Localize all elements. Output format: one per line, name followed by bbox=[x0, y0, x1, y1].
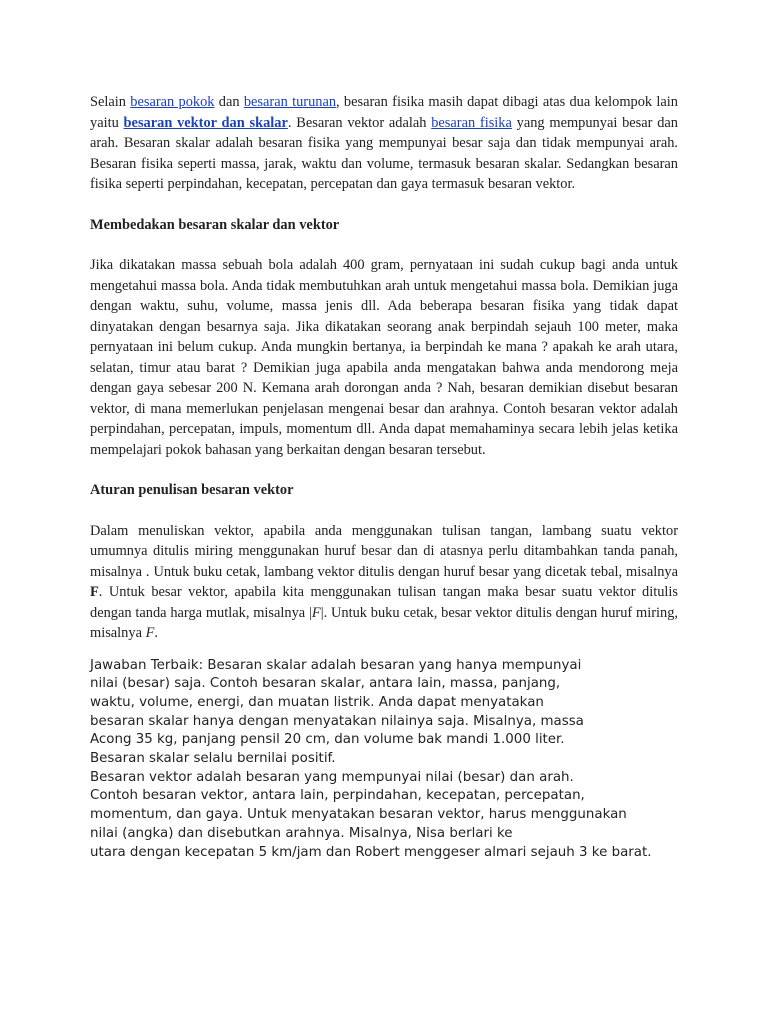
best-answer-block bbox=[90, 657, 678, 863]
answer-line: Besaran skalar selalu bernilai positif. bbox=[90, 751, 336, 767]
notation-paragraph bbox=[90, 521, 678, 644]
italic-vector-symbol: F bbox=[145, 625, 155, 641]
answer-line: momentum, dan gaya. Untuk menyatakan besaran vektor, harus menggunakan bbox=[90, 807, 627, 823]
text-segment: |. Untuk buku cetak, besar vektor ditulis dengan huruf miring, misalnya bbox=[90, 604, 679, 641]
answer-line: Contoh besaran vektor, antara lain, perpindahan, kecepatan, percepatan, bbox=[90, 788, 585, 804]
text-segment: yang mempunyai besar dan arah. Besaran skalar adalah besaran fisika yang mempunyai besar saja dan tidak mempunyai arah. Besaran fisika seperti massa, jarak, waktu dan volume, termasuk besaran skalar. Sedangkan besaran fisika seperti perpindahan, kecepatan, percepatan dan gaya termasuk besaran vektor. bbox=[90, 114, 678, 192]
section-heading-membedakan: Membedakan besaran skalar dan vektor bbox=[90, 216, 340, 233]
answer-line: Acong 35 kg, panjang pensil 20 cm, dan volume bak mandi 1.000 liter. bbox=[90, 732, 565, 748]
link-besaran-fisika[interactable]: besaran fisika bbox=[431, 114, 512, 131]
text-segment: Selain bbox=[90, 94, 131, 110]
scalar-vector-paragraph: Jika dikatakan massa sebuah bola adalah 400 gram, pernyataan ini sudah cukup bagi anda untuk mengetahui massa bola. Anda tidak membutuhkan arah untuk mengetahui massa bola. Demikian juga dengan waktu, suhu, volume, massa jenis dll. Ada beberapa besaran fisika yang tidak dapat dinyatakan dengan besarnya saja. Jika dikatakan seorang anak berpindah sejauh 100 meter, maka pernyataan ini belum cukup. Anda mungkin bertanya, ia berpindah ke mana ? apakah ke arah utara, selatan, timur atau barat ? Demikian juga apabila anda mengatakan bahwa anda mendorong meja dengan gaya sebesar 200 N. Kemana arah dorongan anda ? Nah, besaran demikian disebut besaran vektor, di mana memerlukan penjelasan mengenai besar dan arahnya. Contoh besaran vektor adalah perpindahan, percepatan, impuls, momentum dll. Anda dapat memahaminya secara lebih jelas ketika mempelajari pokok bahasan yang berkaitan dengan besaran tersebut. bbox=[90, 257, 678, 458]
text-segment: dan bbox=[214, 94, 244, 110]
answer-line: Jawaban Terbaik: Besaran skalar adalah besaran yang hanya mempunyai bbox=[90, 657, 582, 673]
answer-line: besaran skalar hanya dengan menyatakan nilainya saja. Misalnya, massa bbox=[90, 713, 584, 729]
bold-vector-symbol: F bbox=[90, 584, 99, 600]
text-segment: Dalam menuliskan vektor, apabila anda menggunakan tulisan tangan, lambang suatu vektor umumnya ditulis miring menggunakan huruf besar dan di atasnya perlu ditambahkan tanda panah, misalnya . Untuk buku cetak, lambang vektor ditulis dengan huruf besar yang dicetak tebal, misalnya bbox=[90, 522, 678, 580]
text-segment: . Untuk besar vektor, apabila kita menggunakan tulisan tangan maka besar suatu vektor ditulis dengan tanda harga mutlak, misalnya | bbox=[90, 584, 678, 621]
answer-line: nilai (angka) dan disebutkan arahnya. Misalnya, Nisa berlari ke bbox=[90, 825, 513, 841]
answer-line: Besaran vektor adalah besaran yang mempunyai nilai (besar) dan arah. bbox=[90, 769, 574, 785]
answer-line: waktu, volume, energi, dan muatan listrik. Anda dapat menyatakan bbox=[90, 694, 544, 710]
text-segment: . Besaran vektor adalah bbox=[287, 114, 432, 131]
text-segment: , besaran fisika masih dapat dibagi atas dua kelompok lain yaitu bbox=[90, 94, 678, 131]
answer-line: nilai (besar) saja. Contoh besaran skalar, antara lain, massa, panjang, bbox=[90, 676, 561, 692]
text-segment: . bbox=[154, 625, 158, 641]
link-besaran-vektor-dan-skalar[interactable]: besaran vektor dan skalar bbox=[123, 114, 288, 131]
section-heading-aturan: Aturan penulisan besaran vektor bbox=[90, 482, 294, 498]
link-besaran-turunan[interactable]: besaran turunan bbox=[243, 94, 337, 110]
document-page bbox=[90, 92, 678, 862]
intro-paragraph bbox=[90, 92, 678, 195]
answer-line: utara dengan kecepatan 5 km/jam dan Robert menggeser almari sejauh 3 ke barat. bbox=[90, 844, 652, 860]
link-besaran-pokok[interactable]: besaran pokok bbox=[130, 94, 215, 110]
italic-vector-symbol: F bbox=[311, 604, 321, 621]
